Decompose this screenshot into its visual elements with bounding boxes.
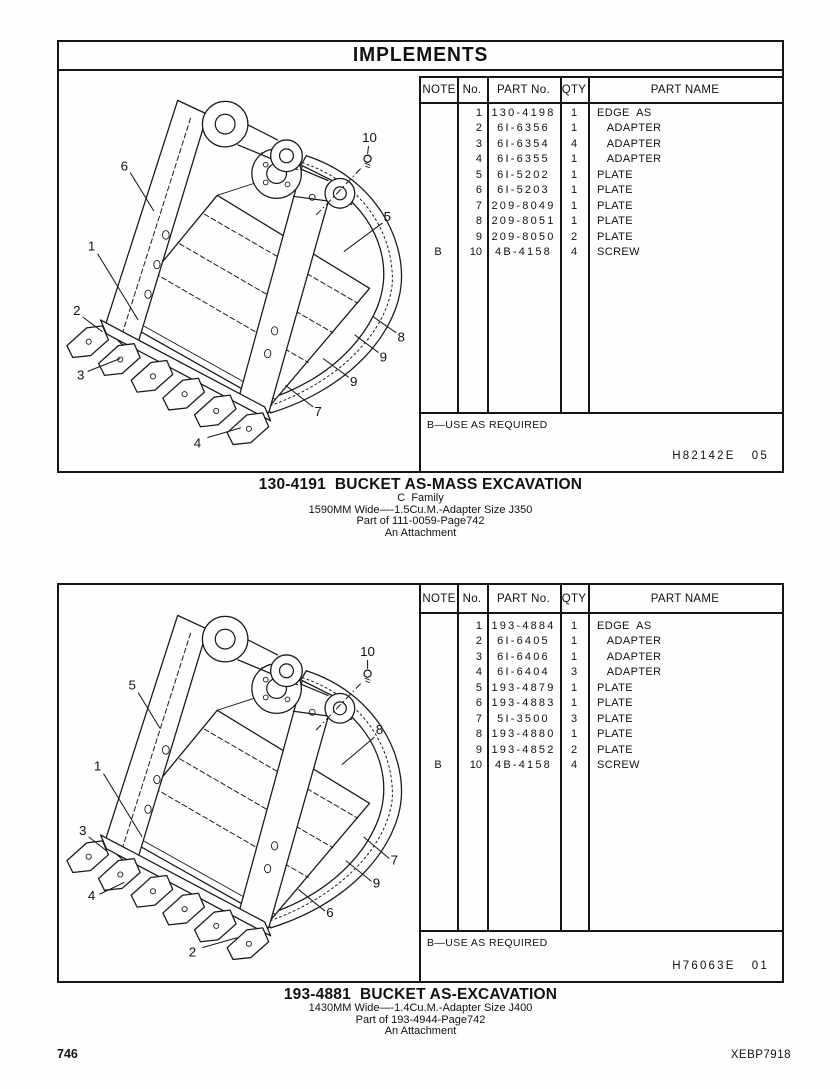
cell-part-name: PLATE	[597, 712, 634, 725]
cell-part-name: ADAPTER	[597, 153, 662, 166]
cell-no: 10	[469, 758, 482, 771]
cell-part-no: 193-4883	[491, 697, 556, 710]
cell-no: 4	[475, 153, 482, 166]
cell-note	[421, 620, 455, 635]
cell-no: 7	[475, 712, 482, 725]
implements-panel-1	[57, 40, 784, 473]
cell-qty: 3	[570, 666, 578, 679]
cell-qty: 1	[570, 650, 578, 663]
col-header-no: No.	[462, 84, 482, 96]
cell-note	[421, 744, 455, 759]
cell-part-no: 6I-6404	[497, 666, 550, 679]
caption-title: 130-4191 BUCKET AS-MASS EXCAVATION	[258, 476, 583, 493]
cell-part-name: PLATE	[597, 697, 634, 710]
callout-number: 9	[372, 875, 381, 891]
cell-note: B	[434, 245, 442, 258]
cell-note	[421, 666, 455, 681]
cell-part-no: 209-8051	[491, 215, 556, 228]
cell-note	[421, 138, 455, 153]
cell-part-name: ADAPTER	[597, 635, 662, 648]
caption-line: Part of 193-4944-Page742	[355, 1013, 486, 1026]
part-no-column	[489, 107, 558, 261]
qty-column	[561, 107, 587, 261]
cell-part-no: 6I-6405	[497, 635, 550, 648]
qty-column	[561, 620, 587, 774]
figure-code: H76063E 01	[672, 960, 769, 972]
cell-note	[421, 682, 455, 697]
cell-qty: 4	[570, 245, 578, 258]
cell-qty: 1	[570, 620, 578, 632]
callout-number: 5	[383, 209, 392, 225]
parts-table-2	[419, 585, 782, 981]
cell-part-name: PLATE	[597, 681, 634, 694]
cell-qty: 3	[570, 712, 578, 725]
col-header-part-name: PART NAME	[650, 84, 720, 96]
cell-no: 10	[469, 245, 482, 258]
table-note-row	[421, 414, 782, 471]
cell-part-name: PLATE	[597, 230, 634, 243]
callout-number: 5	[128, 677, 136, 693]
col-header-part-no: PART No.	[497, 84, 550, 96]
cell-part-name: ADAPTER	[597, 137, 662, 150]
column-divider	[588, 585, 590, 930]
note-column	[421, 107, 455, 261]
cell-qty: 1	[570, 184, 578, 197]
callout-number: 6	[326, 905, 334, 921]
callout-number: 1	[93, 758, 102, 774]
table-note-row	[421, 932, 782, 981]
cell-no: 8	[475, 215, 482, 228]
cell-part-name: PLATE	[597, 168, 634, 181]
cell-note	[421, 215, 455, 230]
cell-no: 2	[475, 635, 482, 648]
cell-note	[421, 169, 455, 184]
cell-qty: 1	[570, 697, 578, 710]
cell-qty: 1	[570, 635, 578, 648]
implements-panel-2	[57, 583, 784, 983]
callout-number: 8	[397, 329, 405, 345]
caption-lines	[57, 1003, 784, 1038]
callout-number: 3	[79, 822, 87, 838]
caption-2	[57, 987, 784, 1038]
caption-line: An Attachment	[384, 526, 457, 539]
use-as-required-note: B—USE AS REQUIRED	[427, 937, 548, 949]
caption-1	[57, 477, 784, 539]
bucket-drawing-2	[59, 585, 419, 981]
callout-number: 10	[362, 129, 377, 145]
cell-note	[421, 635, 455, 650]
cell-part-no: 6I-5202	[497, 168, 550, 181]
cell-no: 3	[475, 137, 482, 150]
col-header-qty: QTY	[561, 84, 587, 96]
callout-number: 3	[77, 367, 85, 383]
cell-part-name: ADAPTER	[597, 650, 662, 663]
cell-part-name: SCREW	[597, 758, 640, 771]
cell-part-name: EDGE AS	[597, 620, 652, 632]
cell-note	[421, 728, 455, 743]
cell-note	[421, 122, 455, 137]
cell-no: 7	[475, 199, 482, 212]
cell-part-name: PLATE	[597, 728, 634, 741]
document-code: XEBP7918	[730, 1049, 791, 1061]
cell-qty: 1	[570, 107, 578, 119]
callout-number: 1	[87, 238, 96, 254]
cell-qty: 4	[570, 758, 578, 771]
cell-part-name: PLATE	[597, 199, 634, 212]
col-header-note: NOTE	[422, 592, 456, 605]
col-header-part-no: PART No.	[497, 592, 550, 605]
cell-part-no: 193-4880	[491, 728, 556, 741]
table-header-row	[421, 585, 782, 614]
cell-part-name: ADAPTER	[597, 666, 662, 679]
page-title: IMPLEMENTS	[352, 44, 489, 66]
table-header-row	[421, 78, 782, 104]
cell-qty: 1	[570, 168, 578, 181]
cell-part-no: 6I-6355	[497, 153, 550, 166]
cell-part-no: 6I-6354	[497, 137, 550, 150]
cell-no: 2	[475, 122, 482, 135]
callout-number: 9	[350, 374, 358, 390]
callout-number: 10	[360, 643, 375, 659]
part-name-column	[597, 620, 779, 774]
caption-line: 1590MM Wide—-1.5Cu.M.-Adapter Size J350	[308, 503, 533, 516]
cell-part-no: 5I-3500	[497, 712, 550, 725]
cell-part-no: 193-4852	[491, 743, 556, 756]
bucket-drawing-1	[59, 69, 419, 471]
cell-no: 1	[475, 107, 482, 119]
cell-part-name: ADAPTER	[597, 122, 662, 135]
cell-part-name: PLATE	[597, 743, 634, 756]
cell-part-no: 130-4198	[491, 107, 556, 119]
cell-no: 1	[475, 620, 482, 632]
cell-note	[421, 713, 455, 728]
caption-line: C Family	[397, 492, 444, 504]
callout-number: 8	[375, 722, 384, 738]
caption-line: An Attachment	[384, 1025, 457, 1038]
cell-no: 6	[475, 697, 482, 710]
use-as-required-note: B—USE AS REQUIRED	[427, 419, 548, 431]
callout-number: 4	[193, 435, 202, 451]
cell-note	[421, 651, 455, 666]
cell-no: 5	[475, 681, 482, 694]
cell-no: 6	[475, 184, 482, 197]
cell-no: 5	[475, 168, 482, 181]
parts-table-1	[419, 76, 782, 471]
callout-number: 7	[390, 852, 398, 868]
part-name-column	[597, 107, 779, 261]
cell-qty: 4	[570, 137, 578, 150]
cell-qty: 1	[570, 199, 578, 212]
cell-part-name: EDGE AS	[597, 107, 652, 119]
cell-qty: 1	[570, 681, 578, 694]
cell-no: 3	[475, 650, 482, 663]
callout-number: 7	[314, 403, 322, 419]
cell-note	[421, 107, 455, 122]
cell-part-no: 209-8050	[491, 230, 556, 243]
cell-part-name: SCREW	[597, 245, 640, 258]
caption-lines	[57, 493, 784, 539]
cell-note	[421, 184, 455, 199]
cell-part-no: 6I-5203	[497, 184, 550, 197]
figure-code: H82142E 05	[672, 450, 769, 462]
cell-part-no: 193-4884	[491, 620, 556, 632]
col-header-qty: QTY	[561, 592, 587, 605]
page-title-bar	[59, 42, 782, 71]
bucket-diagram-2	[59, 585, 419, 981]
cell-part-no: 4B-4158	[495, 245, 552, 258]
cell-part-no: 209-8049	[491, 199, 556, 212]
cell-qty: 2	[570, 743, 578, 756]
col-header-part-name: PART NAME	[650, 592, 720, 605]
cell-qty: 1	[570, 122, 578, 135]
caption-title: 193-4881 BUCKET AS-EXCAVATION	[283, 986, 558, 1003]
cell-part-name: PLATE	[597, 215, 634, 228]
column-divider	[588, 78, 590, 412]
cell-qty: 1	[570, 153, 578, 166]
callout-number: 2	[73, 303, 81, 318]
callout-number: 4	[87, 888, 96, 904]
cell-note	[421, 697, 455, 712]
cell-no: 9	[475, 743, 482, 756]
note-column	[421, 620, 455, 774]
callout-number: 6	[120, 158, 128, 174]
no-column	[457, 107, 482, 261]
caption-line: 1430MM Wide—-1.4Cu.M.-Adapter Size J400	[308, 1002, 533, 1014]
page-number: 746	[57, 1047, 78, 1061]
cell-no: 8	[475, 728, 482, 741]
callout-number: 2	[188, 944, 197, 960]
part-no-column	[489, 620, 558, 774]
cell-no: 4	[475, 666, 482, 679]
cell-qty: 1	[570, 215, 578, 228]
col-header-note: NOTE	[422, 84, 456, 96]
cell-part-no: 4B-4158	[495, 758, 552, 771]
cell-part-name: PLATE	[597, 184, 634, 197]
cell-note: B	[434, 758, 442, 771]
no-column	[457, 620, 482, 774]
bucket-diagram-1	[59, 69, 419, 471]
cell-qty: 2	[570, 230, 578, 243]
col-header-no: No.	[462, 592, 482, 605]
cell-qty: 1	[570, 728, 578, 741]
cell-no: 9	[475, 230, 482, 243]
cell-part-no: 193-4879	[491, 681, 556, 694]
cell-part-no: 6I-6406	[497, 650, 550, 663]
callout-number: 9	[379, 349, 388, 365]
cell-note	[421, 231, 455, 246]
caption-line: Part of 111-0059-Page742	[356, 515, 485, 528]
cell-note	[421, 153, 455, 168]
cell-note	[421, 200, 455, 215]
cell-part-no: 6I-6356	[497, 122, 550, 135]
